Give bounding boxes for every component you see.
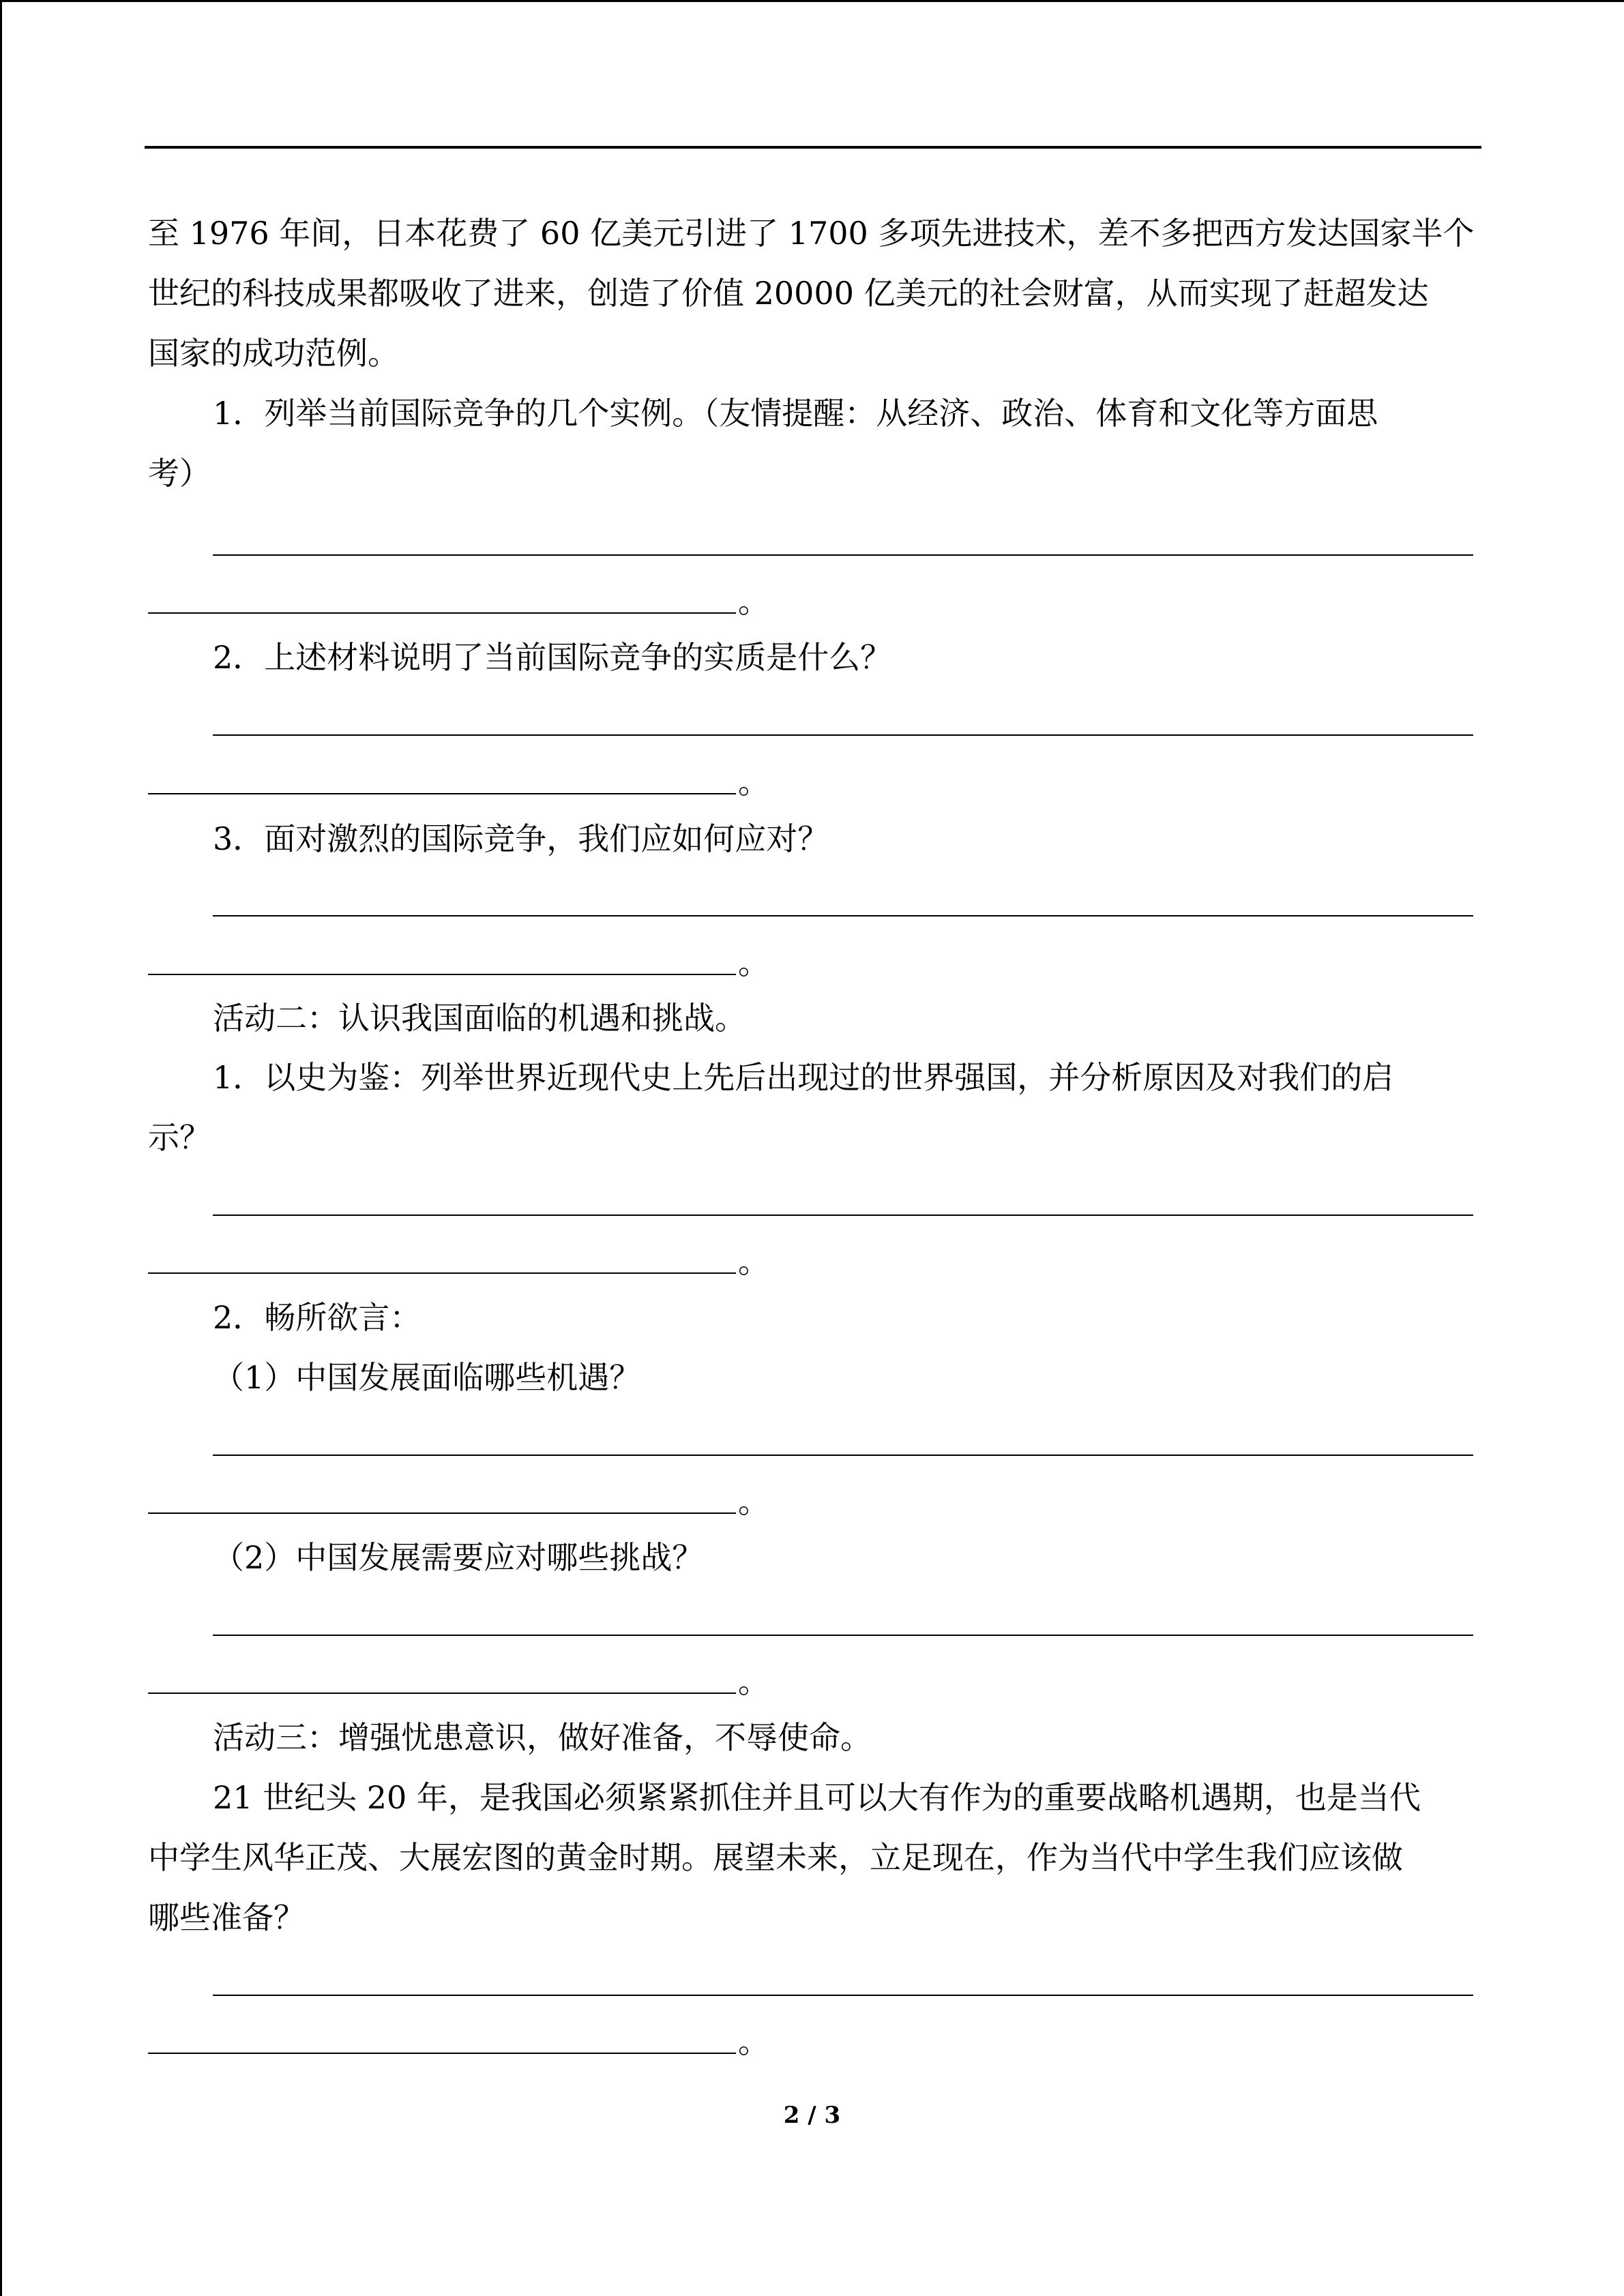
- question-2: 2．上述材料说明了当前国际竞争的实质是什么？: [213, 639, 892, 676]
- answer-line-4b[interactable]: [148, 1272, 736, 1274]
- activity-3-body-line-1: 21 世纪头 20 年，是我国必须紧紧抓住并且可以大有作为的重要战略机遇期，也是当代: [213, 1779, 1421, 1816]
- intro-line-1: 至 1976 年间，日本花费了 60 亿美元引进了 1700 多项先进技术，差不多把西方发达国家半个: [148, 215, 1475, 252]
- activity-2-question-1-line-1: 1．以史为鉴：列举世界近现代史上先后出现过的世界强国，并分析原因及对我们的启: [213, 1059, 1394, 1096]
- page-border-left: [0, 0, 2, 2296]
- intro-line-2: 世纪的科技成果都吸收了进来，创造了价值 20000 亿美元的社会财富，从而实现了赶超发达: [148, 275, 1429, 312]
- question-1-line-1: 1．列举当前国际竞争的几个实例。（友情提醒：从经济、政治、体育和文化等方面思: [213, 395, 1378, 432]
- answer-line-5b[interactable]: [148, 1512, 736, 1514]
- answer-line-1a[interactable]: [213, 554, 1473, 556]
- answer-period-5: 。: [738, 1483, 769, 1520]
- answer-line-1b[interactable]: [148, 612, 736, 614]
- activity-3-body-line-3: 哪些准备？: [148, 1899, 305, 1936]
- page-border-top: [0, 0, 1624, 2]
- answer-line-6a[interactable]: [213, 1635, 1473, 1636]
- answer-line-3a[interactable]: [213, 915, 1473, 916]
- header-rule: [145, 146, 1481, 149]
- activity-2-question-2-1: （1）中国发展面临哪些机遇？: [213, 1359, 641, 1396]
- answer-line-7a[interactable]: [213, 1995, 1473, 1996]
- answer-line-2b[interactable]: [148, 793, 736, 794]
- answer-line-2a[interactable]: [213, 734, 1473, 736]
- activity-3-heading: 活动三：增强忧患意识，做好准备，不辱使命。: [213, 1719, 872, 1756]
- answer-line-7b[interactable]: [148, 2053, 736, 2054]
- question-3: 3．面对激烈的国际竞争，我们应如何应对？: [213, 820, 829, 857]
- question-1-line-2: 考）: [148, 455, 211, 492]
- answer-line-6b[interactable]: [148, 1693, 736, 1694]
- answer-period-6: 。: [738, 1663, 769, 1700]
- answer-line-3b[interactable]: [148, 974, 736, 975]
- intro-line-3: 国家的成功范例。: [148, 335, 399, 372]
- answer-line-4a[interactable]: [213, 1214, 1473, 1216]
- answer-period-7: 。: [738, 2023, 769, 2060]
- activity-2-heading: 活动二：认识我国面临的机遇和挑战。: [213, 1000, 746, 1037]
- answer-line-5a[interactable]: [213, 1455, 1473, 1456]
- answer-period-3: 。: [738, 944, 769, 981]
- activity-2-question-2: 2．畅所欲言：: [213, 1299, 422, 1336]
- activity-2-question-1-line-2: 示？: [148, 1119, 211, 1156]
- activity-2-question-2-2: （2）中国发展需要应对哪些挑战？: [213, 1539, 704, 1576]
- activity-3-body-line-2: 中学生风华正茂、大展宏图的黄金时期。展望未来，立足现在，作为当代中学生我们应该做: [148, 1839, 1403, 1876]
- answer-period-1: 。: [738, 583, 769, 620]
- page-number: 2 / 3: [783, 2102, 841, 2129]
- answer-period-4: 。: [738, 1243, 769, 1280]
- answer-period-2: 。: [738, 764, 769, 801]
